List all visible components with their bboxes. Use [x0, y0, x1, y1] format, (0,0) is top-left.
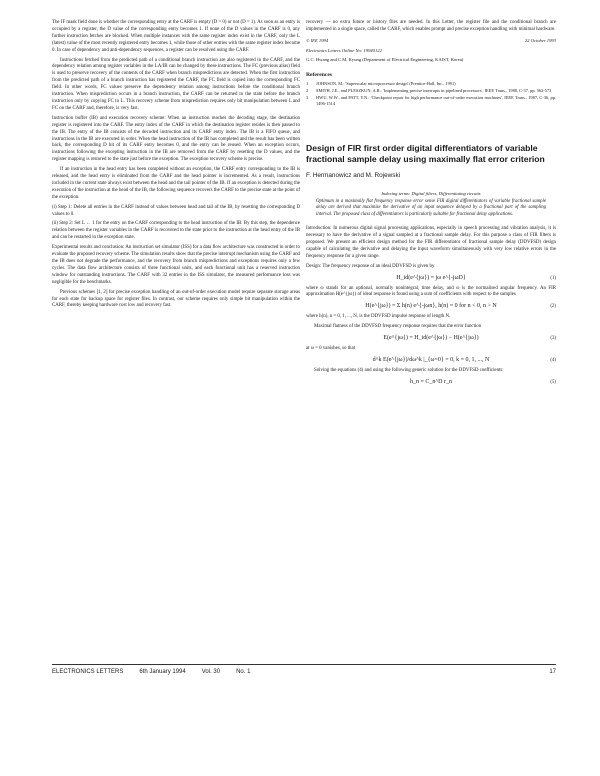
index-terms: Indexing terms: Digital filters, Differentiating circuits: [381, 190, 481, 196]
equation: H(e^{jω}) = Σ h(n) e^{-jωn}, h(n) = 0 for n < 0, n > N (2): [365, 303, 556, 310]
body-paragraph: The IF mask field done is whether the corresponding entry at the CARF is empty (D = 0) or not (D = 1). As soon as an entry is occupied by a register, the D value of the corresponding entry becomes 1. If none of the D values in the CARF is 0, any further instruction fetches are blocked. When multiple instances with the same register index exist in the CARF, only the L (latest) value of the most recently registered entry becomes 1, while those of other entries with the same register index become 0. In case of dependency and anti-dependency sequences, a register can be resolved using the CARF.: [52, 20, 300, 53]
abstract-text: Optimum in a maximally flat frequency response error sense FIR digital differentiators of variable fractional sample delay are derived that maximize the derivative of an input sequence delayed by a fractional part of the sampling interval. The proposed class of differentiators is particularly suitable for fractional delay applications.: [316, 198, 546, 217]
issue-date: 6th January 1994: [139, 669, 186, 675]
article-authors: F. Hermanowicz and M. Rojewski: [306, 171, 401, 179]
body-paragraph: Design: The frequency response of an ideal DDVFSD is given by: [306, 263, 435, 269]
body-paragraph: Solving the equations (4) and using the following generic solution for the DDVFSD coefficients:: [314, 368, 504, 374]
copyright: © IEE 1994: [306, 37, 329, 43]
volume: Vol. 30: [201, 669, 221, 675]
reference-list: [306, 81, 556, 107]
body-paragraph: (i) Step 1: Delete all entries in the CARF instead of values between head and tail of the IB, by resetting the corresponding D values to 0.: [52, 204, 300, 217]
body-paragraph: at ω = 0 vanishes, so that: [306, 346, 356, 352]
body-paragraph: where ω stands for an optional, normally nonintegral, time delay, and ω is the normalised angular frequency. An FIR approximation H(e^{jω}) of ideal response is found using a sum of coefficients with respect to the samples: [306, 285, 556, 298]
reference-item: 2 SMITH, J.E., and PLESZKUN, A.R.: 'Implementing precise interrupts in pipelined processors', IEEE Trans., 1988, C-37, pp. 562-573: [306, 87, 552, 93]
body-paragraph: If an instruction in the head entry has been completed without an exception, the CARF entry corresponding to the IB is released, and the head entry is eliminated from the CARF and the head pointer is incremented. As a result, instructions included in the current state always exist between the head and the tail pointer of the IB. If an exception is detected during the execution of the instruction at the head of the IB, the following sequence recovers the CARF to the precise state at the point of the exception.: [52, 167, 300, 200]
page-number: 17: [549, 669, 556, 675]
reference-item: 1 JOHNSON, M.: 'Superscalar microprocessor design' (Prentice-Hall, Inc., 1991): [306, 80, 456, 86]
body-paragraph: Maximal flatness of the DDVFSD frequency response requires that the error function: [314, 324, 482, 330]
right-column: [306, 20, 556, 390]
journal-ref-row: [306, 48, 556, 54]
body-paragraph: Previous schemes [1, 2] for precise exception handling of an out-of-order execution model require separate storage areas for each state for backup space for register files. In contrast, our scheme requires only simple bit manipulation within the CARF, thereby keeping hardware cost low and recovery fast.: [52, 289, 300, 309]
page-footer: [52, 664, 556, 677]
equation: E(e^{jω}) = H_id(e^{jω}) − H(e^{jω}) (3): [383, 335, 556, 342]
publication-meta: [306, 38, 556, 44]
reference-item: 3 HWU, W.W., and PATT, Y.N.: 'Checkpoint repair for high performance out-of-order execution machines', IEEE Trans., 1987, C-36, pp. 1496-1514: [306, 94, 556, 106]
equation: h_n = C_n^D r_n (5): [409, 379, 556, 385]
received-date: 22 October 1993: [524, 37, 556, 43]
body-paragraph: Instructions fetched from the predicted path of a conditional branch instruction are also registered in the CARF, and the dependency relation among register variables in the LA/IB can be changed by these instructions. The FC (previous alias) field is used to preserve recovery of the contents of the CARF when branch mispredictions are detected. When the first instruction from the predicted path of a branch instruction has registered the CARF, the FC field is copied into the corresponding FC field. In other words, FC values preserve the dependency relation among instructions before the conditional branch instruction. When misprediction occurs in a branch instruction, the CARF can be returned to the state before the branch instruction only by copying FC to L. This recovery scheme from misprediction requires only bit manipulation between L and FC on the CARF and, therefore, is very fast.: [52, 57, 300, 111]
abstract: [316, 191, 546, 219]
affiliation: G.C. Hwang and C.M. Kyung (Department of Electrical Engineering, KAIST, Korea): [306, 57, 464, 63]
issue-number: No. 1: [236, 669, 251, 675]
journal-ref: Electronics Letters Online No: 19940122: [306, 48, 382, 54]
body-paragraph: Instruction buffer (IB) and execution recovery scheme: When an instruction reaches the decoding stage, the destination register is registered into the CARF. The entry index of the CARF in which the destination register resides is then passed to the IB. The entry of the IB consists of the decoded instruction and its CARF entry index. The IB is a FIFO queue, and instructions in the IB are executed in order. When the head instruction of the IB has completed and the result has been written back, the corresponding D bit of its CARF entry becomes 0, and the entry can be reused. When an exception occurs, instructions following the excepting instruction in the IB are removed from the CARF by resetting the D values, and the register mapping is restored to the state just before the exception. The exception recovery scheme is precise.: [52, 115, 300, 163]
body-paragraph: where h(n), n = 0, 1, ..., N, is the DDVFSD impulse response of length N.: [306, 314, 451, 320]
references-heading: References: [306, 71, 332, 78]
equation: H_id(e^{jω}) = jω e^{-jωD} (1): [396, 274, 556, 281]
journal-name: ELECTRONICS LETTERS: [52, 669, 124, 675]
article-title: Design of FIR first order digital differentiators of variable fractional sample delay using maximally flat error criterion: [306, 142, 545, 164]
body-paragraph: (ii) Step 2: Set L ← 1 for the entry on the CARF corresponding to the head instruction of the IB. By this step, the dependence relation between the register variables in the CARF is recovered to the state prior to the instruction at the head entry of the IB and can be restarted in the exception state.: [52, 221, 300, 241]
body-paragraph: Introduction: In numerous digital signal processing applications, especially in speech processing and vibration analysis, it is necessary to have the derivative of a signal sampled at a fractional sample delay. For this purpose a class of FIR filters is proposed. We present an efficient design method for the FIR differentiator of fractional sample delay (DDVFSD) design capable of calculating the derivative and delaying the input waveform simultaneously with very low relative errors in the frequency response for a given range.: [306, 226, 556, 259]
left-column: [52, 20, 300, 313]
body-paragraph: recovery — no extra future or history files are needed. In this Letter, the register file and the conditional branch are implemented in a single space, called the CARF, which enables prompt and precise exception handling with minimal hardware.: [306, 20, 556, 32]
equation: d^k E(e^{jω})/dω^k |_{ω=0} = 0, k = 0, 1, ..., N (4): [372, 357, 556, 364]
body-paragraph: Experimental results and conclusion: An instruction set simulator (ISS) for a data flow architecture was constructed in order to evaluate the proposed recovery scheme. The simulation results show that the precise interrupt mechanism using the CARF and the IB does not degrade the performance, and the recovery from branch mispredictions and exceptions requires only a few cycles. The data flow architecture consists of three functional units, and each functional unit has a reserved instruction window for outstanding instructions. The CARF with 32 entries in the ISS simulator, the measured performance loss was negligible for the benchmarks.: [52, 245, 300, 285]
